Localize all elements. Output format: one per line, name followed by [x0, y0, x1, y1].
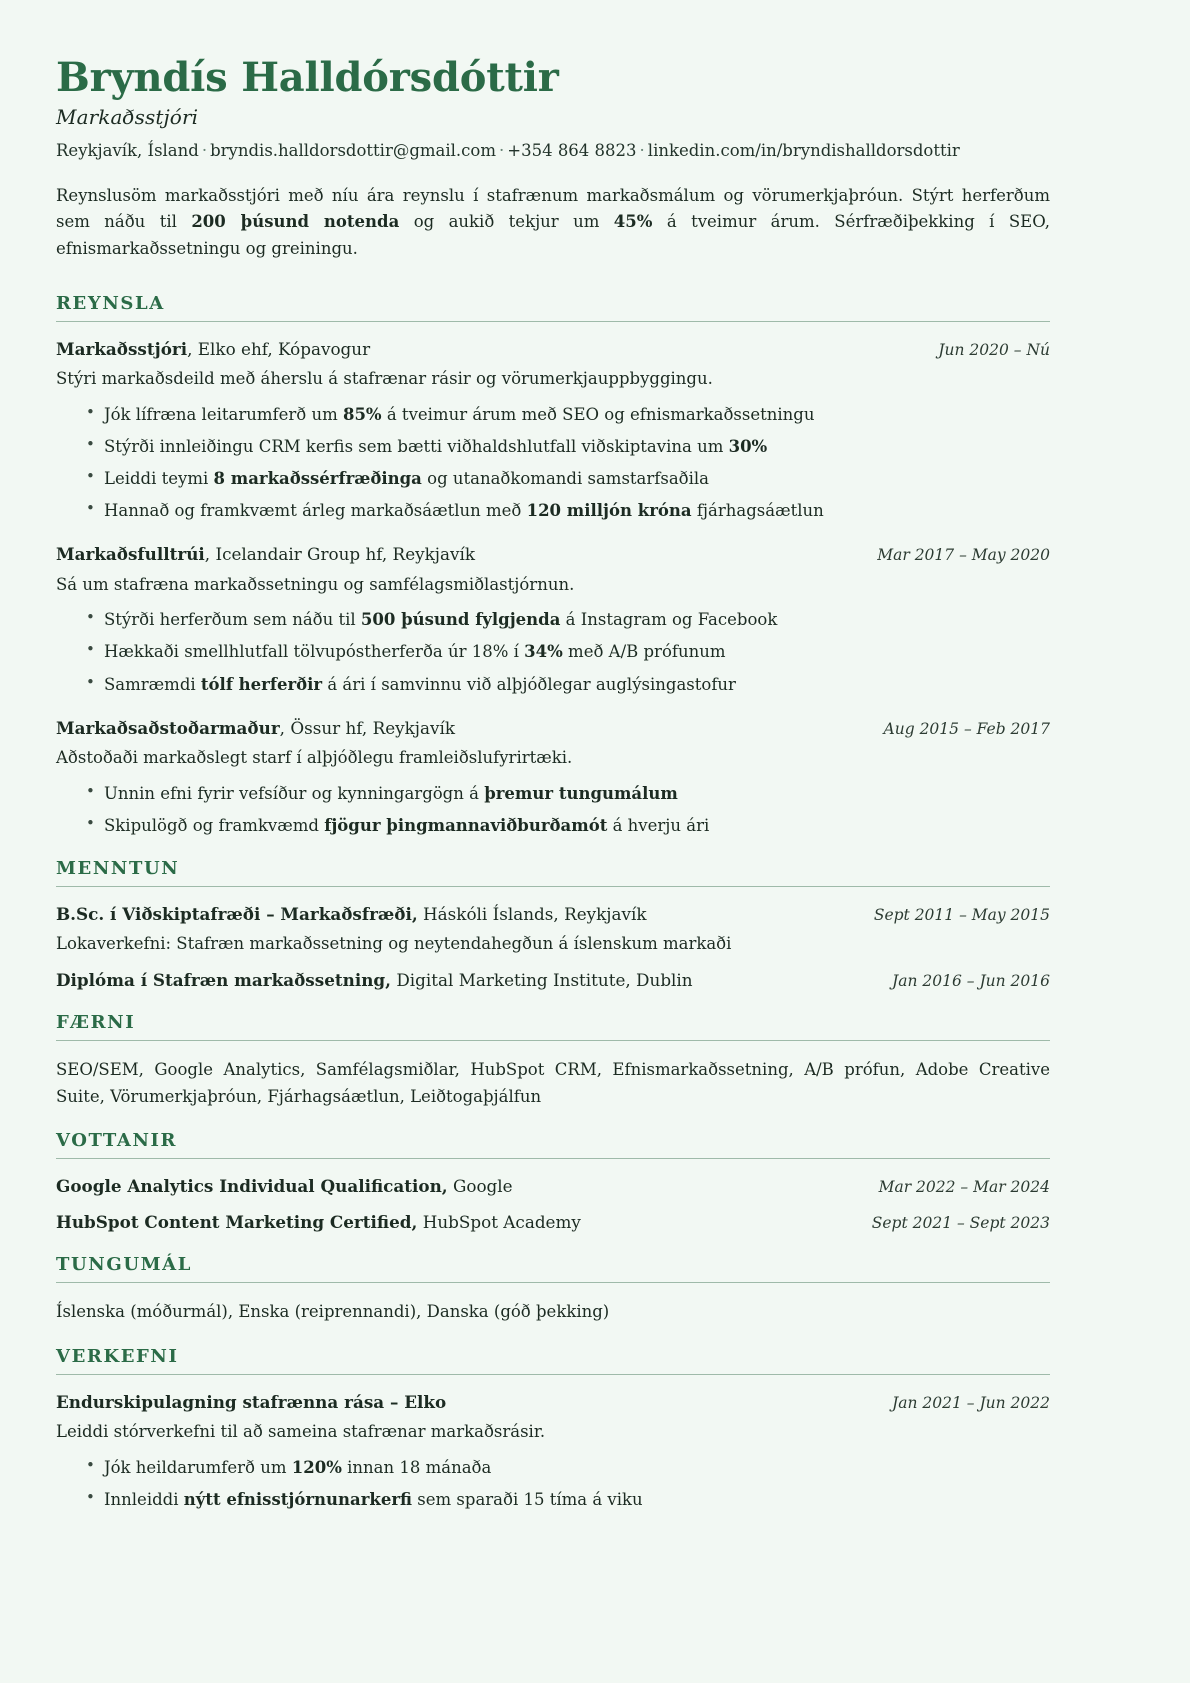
entry-date: Sept 2021 – Sept 2023 — [871, 1213, 1050, 1232]
section-experience — [56, 293, 1050, 838]
summary-part-3: á tveimur árum. Sérfræðiþekking í SEO, efnismarkaðssetningu og greiningu. — [56, 212, 1051, 259]
bullet-text-lead: Innleiddi — [104, 1489, 184, 1509]
entry-title — [56, 543, 857, 567]
summary-highlight-1: 200 þúsund notenda — [191, 212, 400, 232]
bullet-text-lead: Jók lífræna leitarumferð um — [104, 404, 343, 424]
entry-bullet — [86, 1487, 1050, 1512]
section-projects — [56, 1346, 1050, 1512]
contact-separator-3: · — [639, 140, 645, 160]
entry-title — [56, 1391, 872, 1415]
entry-bullet — [86, 402, 1050, 427]
section-languages — [56, 1254, 1050, 1325]
bullet-text-lead: Stýrði herferðum sem náðu til — [104, 610, 361, 630]
project-entry — [56, 1391, 1050, 1512]
entry-title — [56, 903, 854, 927]
section-title-education: MENNTUN — [56, 857, 180, 879]
candidate-name: Bryndís Halldórsdóttir — [56, 54, 559, 101]
bullet-text-tail: á hverju ári — [607, 815, 710, 835]
certification-entry — [56, 1211, 1050, 1235]
bullet-text-lead: Jók heildarumferð um — [104, 1457, 292, 1477]
entry-title-primary: Google Analytics Individual Qualification, — [56, 1176, 448, 1197]
entry-title-primary: Markaðsfulltrúi — [56, 544, 205, 565]
experience-list — [56, 338, 1050, 838]
contact-location: Reykjavík, Ísland — [56, 140, 199, 160]
summary-part-2: og aukið tekjur um — [399, 212, 614, 232]
entry-date: Aug 2015 – Feb 2017 — [883, 719, 1050, 738]
bullet-highlight: 500 þúsund fylgjenda — [360, 610, 561, 630]
bullet-text-lead: Leiddi teymi — [104, 469, 214, 489]
entry-bullet — [86, 607, 1050, 632]
section-title-languages: TUNGUMÁL — [56, 1254, 192, 1276]
entry-title-meta: Digital Marketing Institute, Dublin — [390, 969, 693, 990]
bullet-text-tail: með A/B prófunum — [562, 642, 726, 662]
entry-title-meta: Háskóli Íslands, Reykjavík — [417, 903, 647, 924]
certification-entry — [56, 1175, 1050, 1199]
bullet-highlight: 120 milljón króna — [526, 501, 692, 521]
summary-highlight-2: 45% — [613, 212, 653, 232]
entry-bullet — [86, 781, 1050, 806]
education-entry — [56, 969, 1050, 993]
bullet-text-tail: innan 18 mánaða — [341, 1457, 492, 1477]
candidate-role: Markaðsstjóri — [56, 104, 199, 129]
bullet-text-lead: Unnin efni fyrir vefsíður og kynningargögn á — [104, 783, 485, 803]
skills-text: SEO/SEM, Google Analytics, Samfélagsmiðlar, HubSpot CRM, Efnismarkaðssetning, A/B prófun, Adobe Creative Suite, Vörumerkjaþróun, Fjárhagsáætlun, Leiðtogaþjálfun — [56, 1060, 1050, 1106]
experience-entry — [56, 717, 1050, 838]
bullet-text-tail: fjárhagsáætlun — [691, 501, 824, 521]
section-title-experience: REYNSLA — [56, 292, 165, 314]
entry-header — [56, 969, 1050, 993]
section-divider-certifications — [56, 1158, 1050, 1159]
entry-title-primary: Endurskipulagning stafrænna rása – Elko — [56, 1391, 447, 1412]
entry-header — [56, 338, 1050, 362]
contact-phone[interactable]: +354 864 8823 — [507, 140, 637, 160]
bullet-text-tail: á ári í samvinnu við alþjóðlegar auglýsingastofur — [322, 674, 736, 694]
contact-email[interactable]: bryndis.halldorsdottir@gmail.com — [210, 140, 496, 160]
bullet-highlight: fjögur þingmannaviðburðamót — [324, 815, 608, 835]
entry-description: Lokaverkefni: Stafræn markaðssetning og neytendahegðun á íslenskum markaði — [56, 934, 732, 954]
entry-title-meta: HubSpot Academy — [417, 1211, 581, 1232]
bullet-text-tail: sem sparaði 15 tíma á viku — [412, 1489, 643, 1509]
entry-bullet — [86, 672, 1050, 697]
entry-date: Sept 2011 – May 2015 — [873, 905, 1050, 924]
experience-entry — [56, 543, 1050, 696]
section-certifications — [56, 1130, 1050, 1234]
contact-separator-2: · — [499, 140, 505, 160]
entry-title-meta: Google — [447, 1176, 513, 1197]
entry-description: Sá um stafræna markaðssetningu og samfélagsmiðlastjórnun. — [56, 574, 575, 594]
entry-title — [56, 717, 864, 741]
entry-bullet — [86, 639, 1050, 664]
entry-title — [56, 1211, 852, 1235]
entry-description: Stýri markaðsdeild með áherslu á stafrænar rásir og vörumerkjauppbyggingu. — [56, 369, 713, 389]
entry-bullet-list — [56, 1455, 1050, 1512]
section-divider-projects — [56, 1374, 1050, 1375]
entry-title-primary: Diplóma í Stafræn markaðssetning, — [56, 969, 391, 990]
section-skills — [56, 1012, 1050, 1110]
entry-title — [56, 338, 918, 362]
section-title-projects: VERKEFNI — [56, 1345, 179, 1367]
entry-header — [56, 1211, 1050, 1235]
entry-header — [56, 543, 1050, 567]
section-divider-languages — [56, 1282, 1050, 1283]
entry-title-meta: , Elko ehf, Kópavogur — [187, 338, 371, 359]
entry-date: Jan 2016 – Jun 2016 — [892, 971, 1050, 990]
bullet-highlight: 8 markaðssérfræðinga — [213, 469, 422, 489]
entry-title-primary: HubSpot Content Marketing Certified, — [56, 1211, 418, 1232]
entry-title-primary: B.Sc. í Viðskiptafræði – Markaðsfræði, — [56, 903, 418, 924]
section-education — [56, 858, 1050, 993]
entry-title-primary: Markaðsaðstoðarmaður — [56, 717, 280, 738]
entry-header — [56, 717, 1050, 741]
section-divider-experience — [56, 321, 1050, 322]
entry-title-primary: Markaðsstjóri — [56, 338, 188, 359]
entry-bullet-list — [56, 607, 1050, 696]
entry-title — [56, 1175, 859, 1199]
experience-entry — [56, 338, 1050, 523]
entry-header — [56, 1391, 1050, 1415]
entry-date: Jun 2020 – Nú — [938, 340, 1050, 359]
section-divider-education — [56, 886, 1050, 887]
entry-header — [56, 1175, 1050, 1199]
entry-bullet — [86, 813, 1050, 838]
bullet-text-tail: og utanaðkomandi samstarfsaðila — [421, 469, 710, 489]
bullet-text-tail: á Instagram og Facebook — [560, 610, 778, 630]
professional-summary — [56, 183, 1050, 263]
entry-bullet — [86, 1455, 1050, 1480]
section-divider-skills — [56, 1040, 1050, 1041]
bullet-highlight: 30% — [728, 437, 768, 457]
resume-header — [56, 56, 1050, 263]
entry-bullet-list — [56, 781, 1050, 838]
bullet-text-lead: Skipulögð og framkvæmd — [104, 815, 325, 835]
entry-title-meta: , Össur hf, Reykjavík — [279, 717, 456, 738]
bullet-text-lead: Stýrði innleiðingu CRM kerfis sem bætti viðhaldshlutfall viðskiptavina um — [104, 437, 729, 457]
contact-separator-1: · — [201, 140, 208, 160]
section-title-skills: FÆRNI — [56, 1012, 136, 1034]
entry-description: Leiddi stórverkefni til að sameina stafrænar markaðsrásir. — [56, 1422, 546, 1442]
entry-bullet — [86, 466, 1050, 491]
entry-description: Aðstoðaði markaðslegt starf í alþjóðlegu framleiðslufyrirtæki. — [56, 748, 573, 768]
bullet-text-lead: Samræmdi — [104, 674, 201, 694]
bullet-text-tail: á tveimur árum með SEO og efnismarkaðssetningu — [381, 404, 815, 424]
entry-header — [56, 903, 1050, 927]
languages-text: Íslenska (móðurmál), Enska (reiprennandi), Danska (góð þekking) — [56, 1302, 610, 1322]
bullet-highlight: 120% — [291, 1457, 342, 1477]
bullet-highlight: 34% — [524, 642, 563, 662]
bullet-highlight: 85% — [342, 404, 382, 424]
summary-part-1: Reynslusöm markaðsstjóri með níu ára reynslu í stafrænum markaðsmálum og vörumerkjaþróun. Stýrt herferðum sem náðu til — [56, 185, 1050, 232]
bullet-text-lead: Hækkaði smellhlutfall tölvupóstherferða úr 18% í — [104, 642, 525, 662]
section-title-certifications: VOTTANIR — [56, 1130, 178, 1152]
bullet-highlight: tólf herferðir — [200, 674, 323, 694]
contact-linkedin[interactable]: linkedin.com/in/bryndishalldorsdottir — [647, 140, 960, 160]
projects-list — [56, 1391, 1050, 1512]
entry-date: Mar 2022 – Mar 2024 — [878, 1178, 1050, 1197]
education-entry — [56, 903, 1050, 957]
entry-bullet-list — [56, 402, 1050, 523]
entry-date: Jan 2021 – Jun 2022 — [892, 1393, 1050, 1412]
bullet-highlight: þremur tungumálum — [484, 783, 678, 803]
entry-title-meta: , Icelandair Group hf, Reykjavík — [204, 544, 476, 565]
bullet-highlight: nýtt efnisstjórnunarkerfi — [183, 1489, 413, 1509]
entry-bullet — [86, 498, 1050, 523]
entry-title — [56, 969, 872, 993]
certifications-list — [56, 1175, 1050, 1234]
education-list — [56, 903, 1050, 993]
bullet-text-lead: Hannað og framkvæmt árleg markaðsáætlun með — [104, 501, 527, 521]
entry-bullet — [86, 434, 1050, 459]
entry-date: Mar 2017 – May 2020 — [877, 546, 1050, 565]
contact-line — [56, 139, 1050, 163]
